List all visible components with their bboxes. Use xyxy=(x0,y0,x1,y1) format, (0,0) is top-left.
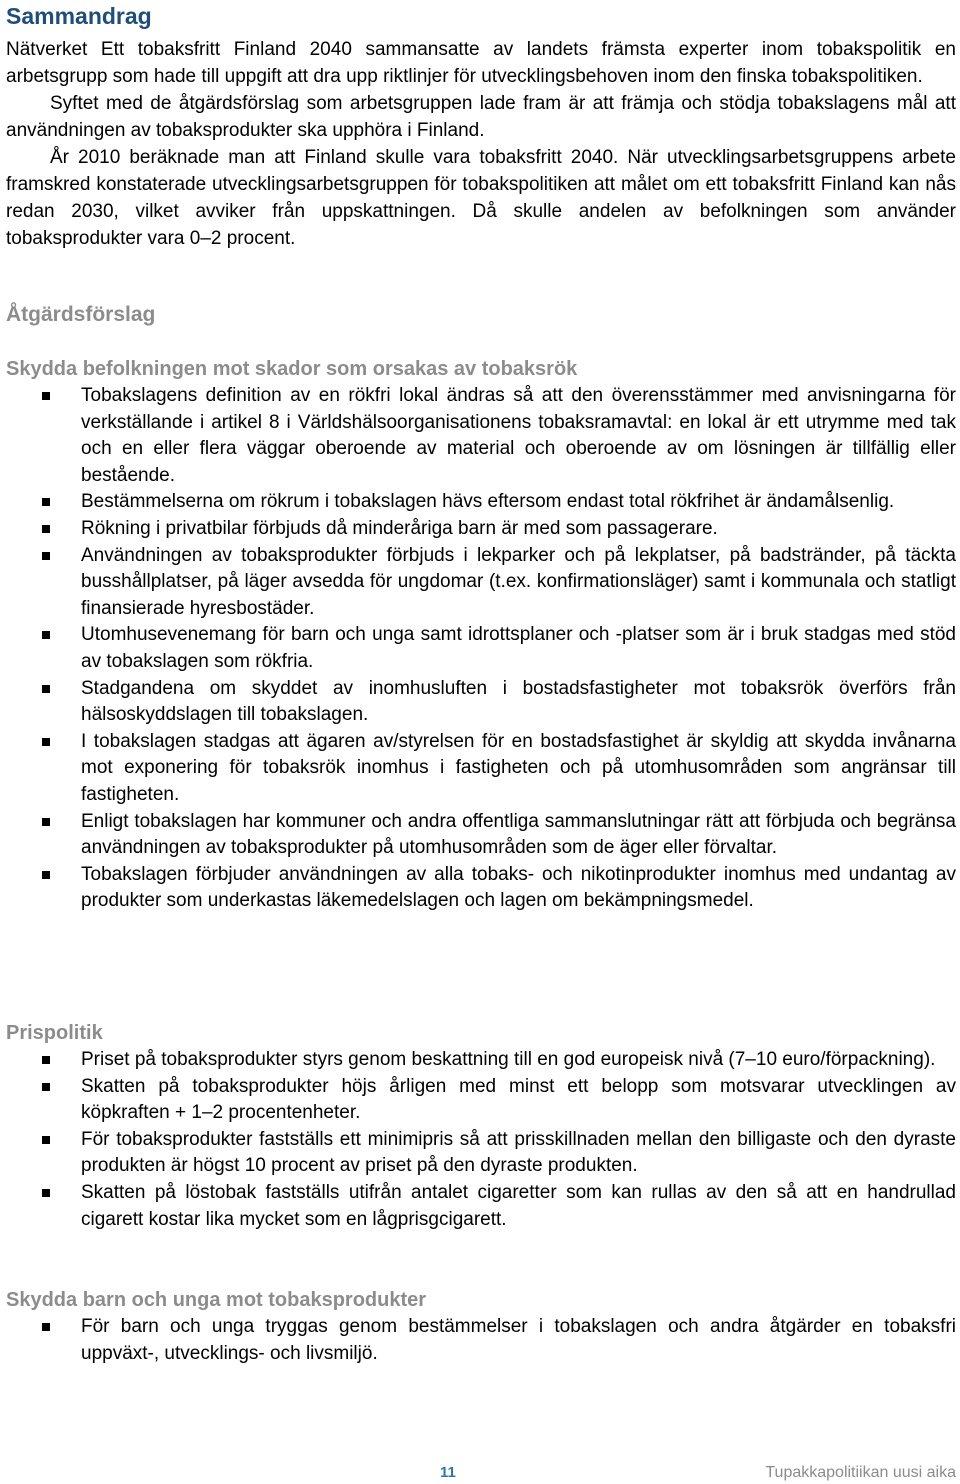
list-item: Tobakslagen förbjuder användningen av alla tobaks- och nikotinprodukter inomhus med undantag av produkter som underkastas läkemedelslagen och lagen om bekämpningsmedel. xyxy=(6,862,956,915)
square-bullet-icon xyxy=(42,631,50,639)
price-policy-list xyxy=(6,1047,956,1233)
running-title: Tupakkapolitiikan uusi aika xyxy=(765,1464,956,1481)
square-bullet-icon xyxy=(42,1323,50,1331)
list-item: Användningen av tobaksprodukter förbjuds i lekparker och på lekplatser, på badstränder, på täckta busshållplatser, på läger avsedda för ungdomar (t.ex. konfirmationsläger) samt i kommunala och statligt finansierade hyresbostäder. xyxy=(6,543,956,623)
square-bullet-icon xyxy=(42,871,50,879)
summary-paragraph: Syftet med de åtgärdsförslag som arbetsgruppen lade fram är att främja och stödja tobakslagens mål att användningen av tobaksprodukter ska upphöra i Finland. xyxy=(6,93,956,141)
square-bullet-icon xyxy=(42,498,50,506)
list-item: Enligt tobakslagen har kommuner och andra offentliga sammanslutningar rätt att förbjuda och begränsa användningen av tobaksprodukter på utomhusområden som de äger eller förvaltar. xyxy=(6,809,956,862)
section-heading-protect-population: Skydda befolkningen mot skador som orsakas av tobaksrök xyxy=(6,358,578,380)
list-item: Tobakslagens definition av en rökfri lokal ändras så att den överensstämmer med anvisningarna för verkställande i artikel 8 i Världshälsoorganisationens tobaksramavtal: en lokal är ett utrymme med tak och en eller flera väggar oberoende av material och oberoende av om lösningen är tillfällig eller bestående. xyxy=(6,383,956,489)
square-bullet-icon xyxy=(42,738,50,746)
list-item: För tobaksprodukter fastställs ett minimipris så att prisskillnaden mellan den billigaste och den dyraste produkten är högst 10 procent av priset på den dyraste produkten. xyxy=(6,1127,956,1180)
measures-heading: Åtgärdsförslag xyxy=(6,303,156,326)
protect-population-list xyxy=(6,383,956,915)
protect-youth-list xyxy=(6,1314,956,1367)
list-item: Skatten på tobaksprodukter höjs årligen med minst ett belopp som motsvarar utvecklingen av köpkraften + 1–2 procentenheter. xyxy=(6,1074,956,1127)
list-item: Utomhusevenemang för barn och unga samt idrottsplaner och -platser som är i bruk stadgas med stöd av tobakslagen som rökfria. xyxy=(6,622,956,675)
list-item: Skatten på löstobak fastställs utifrån antalet cigaretter som kan rullas av den så att en handrullad cigarett kostar lika mycket som en lågprisgcigarett. xyxy=(6,1180,956,1233)
section-heading-protect-youth: Skydda barn och unga mot tobaksprodukter xyxy=(6,1289,427,1311)
list-item: Rökning i privatbilar förbjuds då minderåriga barn är med som passagerare. xyxy=(6,516,956,543)
list-item: I tobakslagen stadgas att ägaren av/styrelsen för en bostadsfastighet är skyldig att skydda invånarna mot exponering för tobaksrök inomhus i fastigheten och på utomhusområden som angränsar till fastigheten. xyxy=(6,729,956,809)
summary-paragraph: Nätverket Ett tobaksfritt Finland 2040 sammansatte av landets främsta experter inom tobakspolitik en arbetsgrupp som hade till uppgift att dra upp riktlinjer för utvecklingsbehoven inom den finska tobakspolitiken. xyxy=(6,39,956,87)
square-bullet-icon xyxy=(42,1083,50,1091)
list-item: Bestämmelserna om rökrum i tobakslagen hävs eftersom endast total rökfrihet är ändamålsenlig. xyxy=(6,489,956,516)
summary-paragraph: År 2010 beräknade man att Finland skulle vara tobaksfritt 2040. När utvecklingsarbetsgruppens arbete framskred konstaterade utvecklingsarbetsgruppen för tobakspolitiken att målet om ett tobaksfritt Finland kan nås redan 2030, vilket avviker från uppskattningen. Då skulle andelen av befolkningen som använder tobaksprodukter vara 0–2 procent. xyxy=(6,147,956,249)
square-bullet-icon xyxy=(42,525,50,533)
list-item: Priset på tobaksprodukter styrs genom beskattning till en god europeisk nivå (7–10 euro/förpackning). xyxy=(6,1047,956,1074)
summary-text xyxy=(6,36,956,252)
square-bullet-icon xyxy=(42,552,50,560)
square-bullet-icon xyxy=(42,1189,50,1197)
summary-heading: Sammandrag xyxy=(6,3,152,29)
square-bullet-icon xyxy=(42,392,50,400)
square-bullet-icon xyxy=(42,1056,50,1064)
section-heading-price-policy: Prispolitik xyxy=(6,1022,103,1044)
list-item: Stadgandena om skyddet av inomhusluften i bostadsfastigheter mot tobaksrök överförs från hälsoskyddslagen till tobakslagen. xyxy=(6,676,956,729)
square-bullet-icon xyxy=(42,818,50,826)
page-number: 11 xyxy=(440,1464,456,1481)
list-item: För barn och unga tryggas genom bestämmelser i tobakslagen och andra åtgärder en tobaksfri uppväxt-, utvecklings- och livsmiljö. xyxy=(6,1314,956,1367)
square-bullet-icon xyxy=(42,1136,50,1144)
square-bullet-icon xyxy=(42,685,50,693)
